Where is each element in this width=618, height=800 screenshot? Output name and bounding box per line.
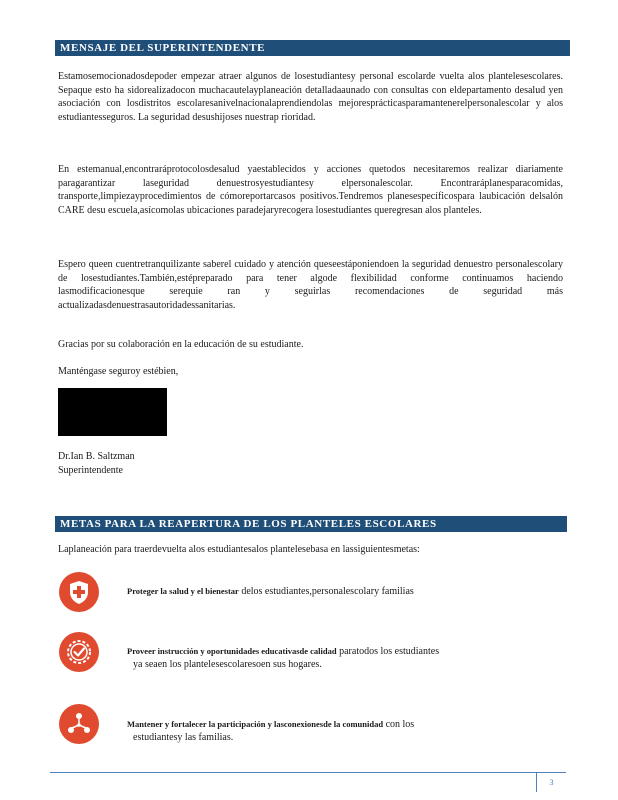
message-paragraph-1: Estamosemocionadosdepoder empezar atraer algunos de losestudiantesy personal escolarde vuelta alos plantelesescolares. Sepaque esto ha sidorealizadocon muchacautelayplaneación detalladaaunado con consultas con eldepartamento desalud yen asociación con losdistritos escolaresanivelnacionalaprendiendolas mejoresprácticasparamantenerelpersonalescolar y alos estudiantesseguros. La seguridad desushijoses nuestrap rioridad. <box>58 71 563 123</box>
goal-item-1 <box>121 585 551 598</box>
signer-title: Superintendente <box>58 465 123 476</box>
goal-rest-2: paratodos los estudiantes <box>336 646 440 657</box>
message-paragraph-3: Espero queen cuentretranquilizante saberel cuidado y atención queseestáponiendoen la seguridad denuestro personalescolary de losestudiantes.También,estépreparado para tener algode flexibilidad conforme continuamos haciendo lasmodificacionesque serequie ran y seguirlas recomendaciones de seguridad más actualizadasdenuestrasautoridadessanitarias. <box>58 259 563 311</box>
redacted-signature <box>58 388 167 436</box>
goal-bold-1: Proteger la salud y el bienestar <box>127 586 239 596</box>
page-number: 3 <box>536 772 566 792</box>
goal-item-3 <box>121 718 551 744</box>
goal-cont-3: estudiantesy las familias. <box>133 732 234 743</box>
goal-bold-3: Mantener y fortalecer la participación y lasconexionesde la comunidad <box>127 719 384 729</box>
footer-rule <box>50 772 536 773</box>
goals-intro: Laplaneación para traerdevuelta alos estudiantesalos plantelesebasa en lassiguientesmetas: <box>58 544 420 555</box>
goal-item-2 <box>121 645 551 671</box>
goal-rest-1: delos estudiantes,personalescolary familias <box>238 586 414 597</box>
goals-section-heading: METAS PARA LA REAPERTURA DE LOS PLANTELES ESCOLARES <box>55 516 567 532</box>
goal-rest-3: con los <box>383 719 415 730</box>
goal-cont-2: ya seaen los plantelesescolaresoen sus hogares. <box>133 659 322 670</box>
signer-name: Dr.Ian B. Saltzman <box>58 451 135 462</box>
message-section-heading: MENSAJE DEL SUPERINTENDENTE <box>55 40 570 56</box>
goal-bold-2: Proveer instrucción y oportunidades educativasde calidad <box>127 646 337 656</box>
message-closing: Manténgase seguroy estébien, <box>58 366 179 377</box>
checkmark-badge-icon <box>59 632 99 672</box>
community-network-icon <box>59 704 99 744</box>
message-paragraph-2: En estemanual,encontraráprotocolosdesalud yaestablecidos y acciones quetodos necesitaremos realizar diariamente paragarantizar laseguridad denuestrosyestudiantesy elpersonalescolar. Encontraráplanesparacomidas, transporte,limpiezayprocedimientos de cómoreportarcasos positivos.Tendremos planesespecíficospara laubicación delsalón CARE desu escuela,asícomolas ubicaciones paradejaryrecogera losestudiantes queregresan alos planteles. <box>58 164 563 216</box>
medical-cross-icon <box>59 572 99 612</box>
message-paragraph-4: Gracias por su colaboración en la educación de su estudiante. <box>58 339 304 350</box>
